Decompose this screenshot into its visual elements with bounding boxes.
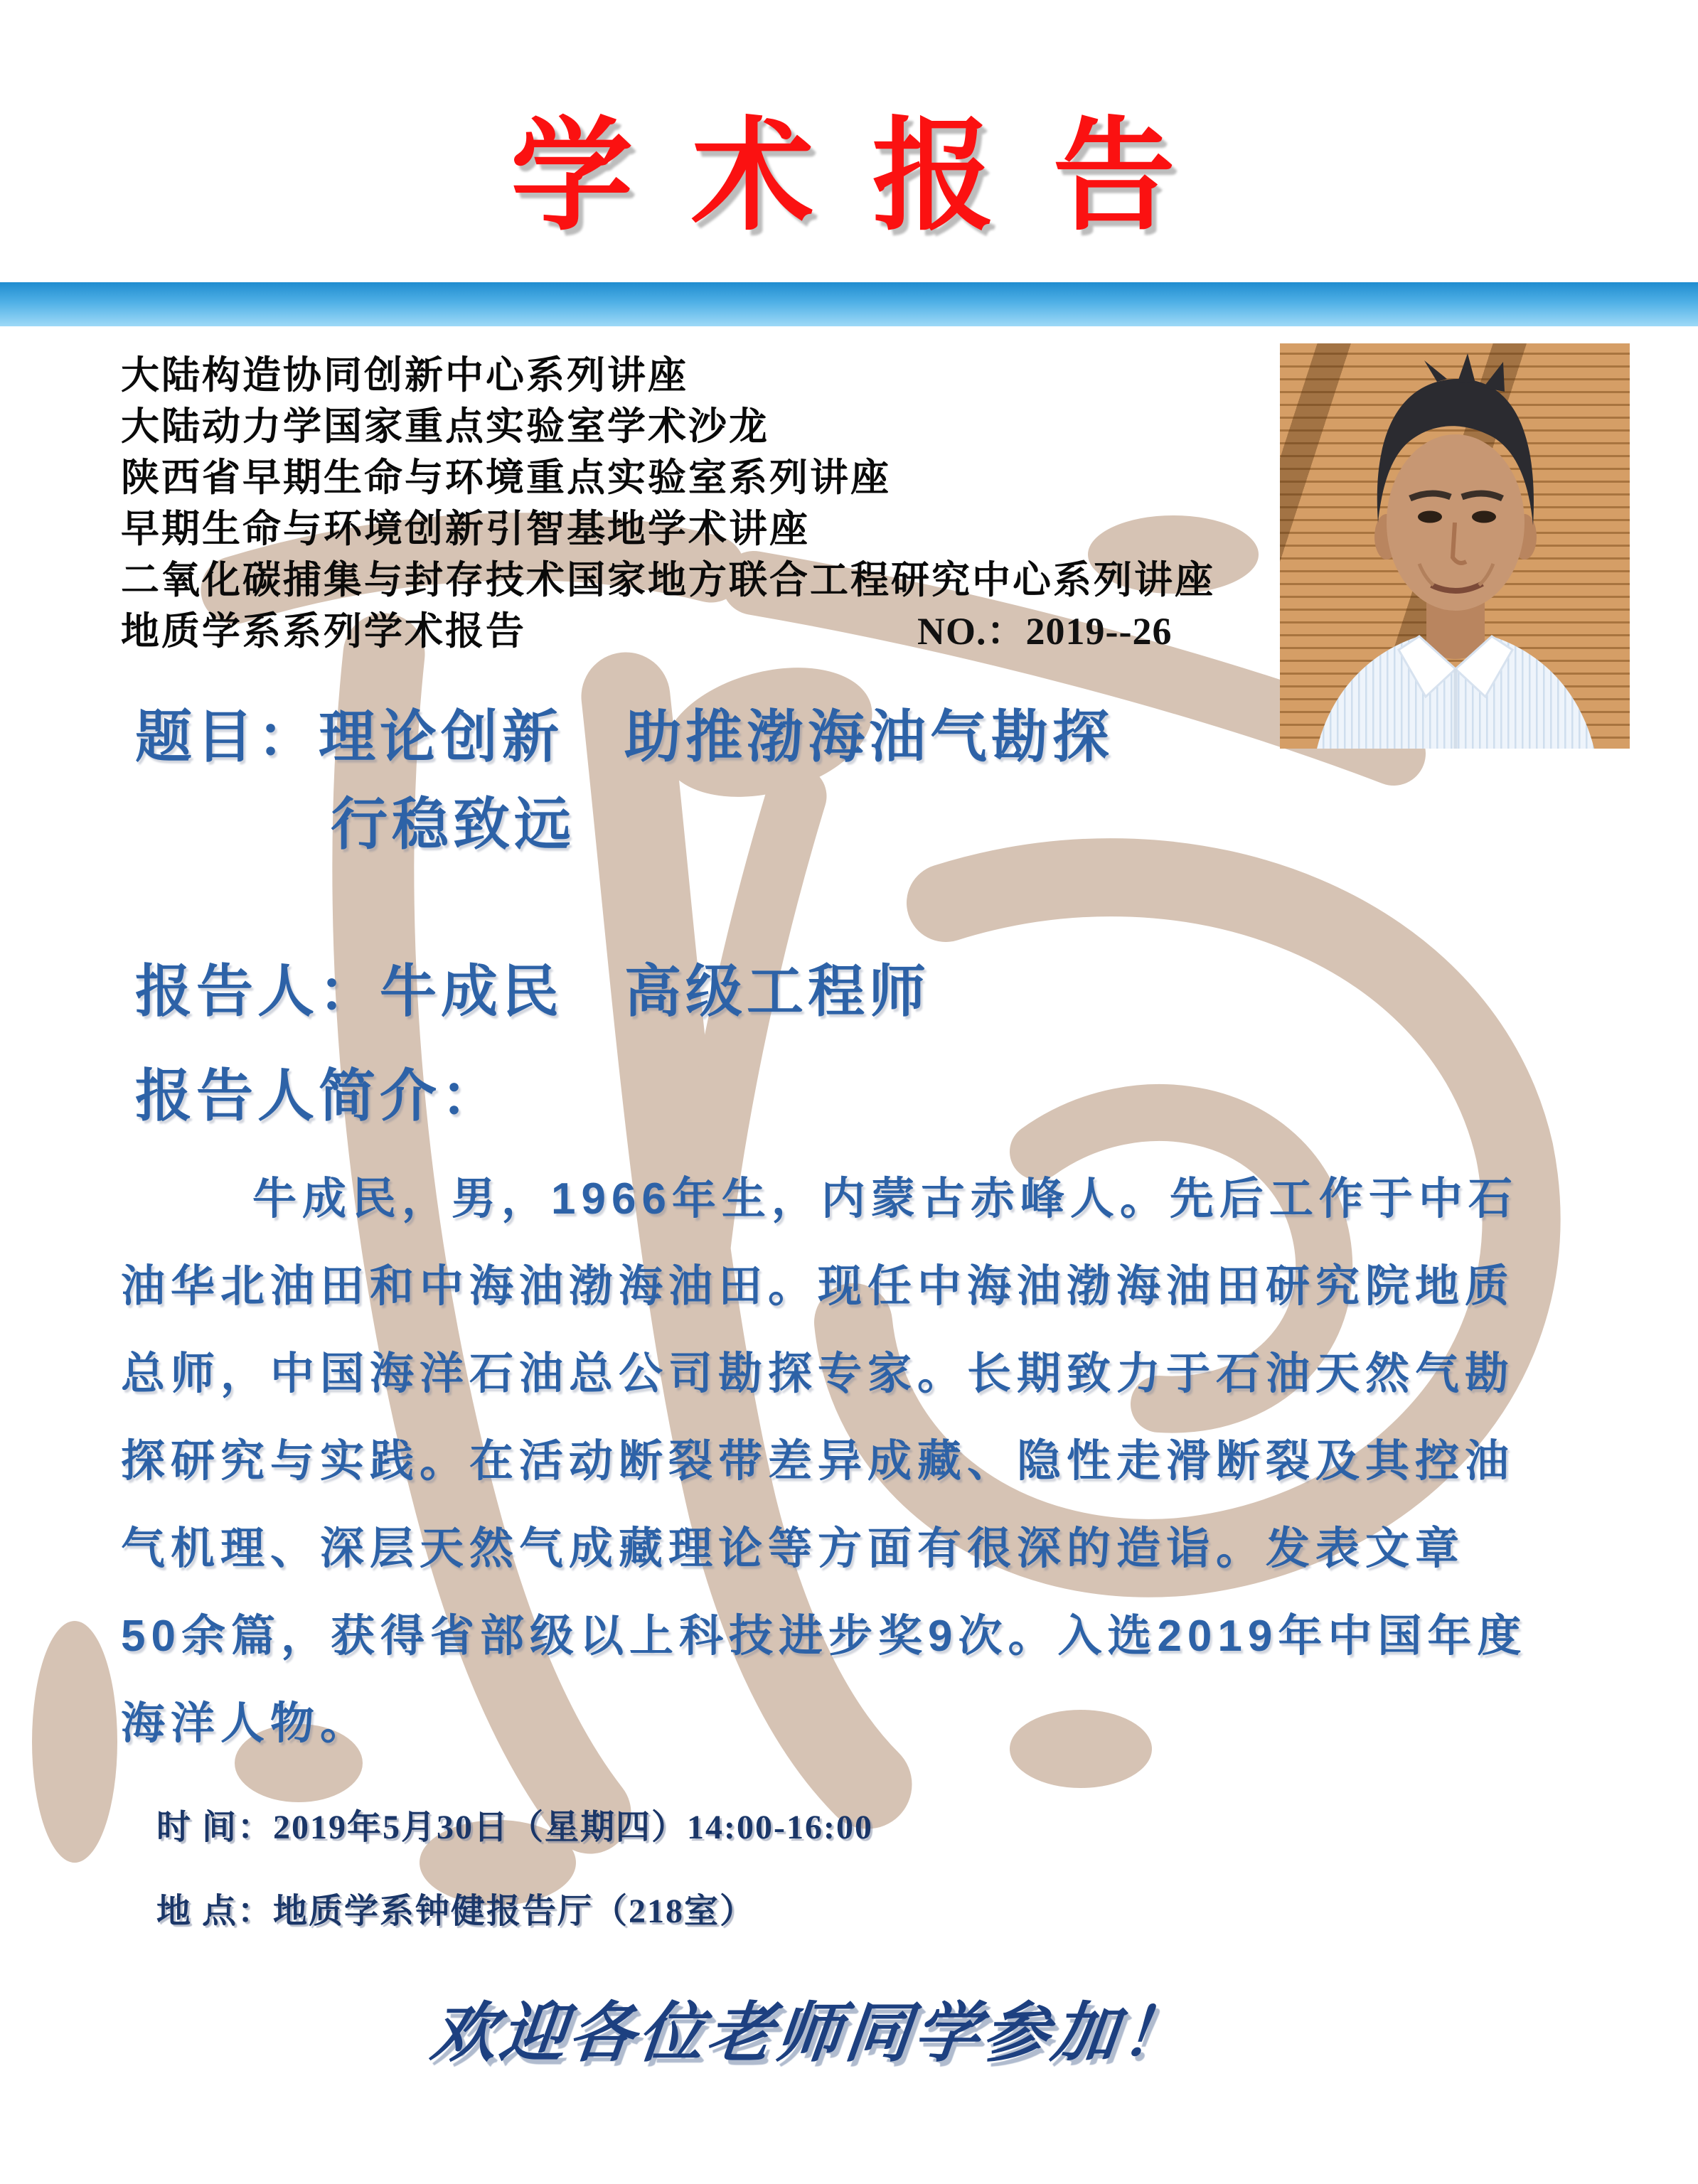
bio-line: 海洋人物。 bbox=[121, 1699, 370, 1748]
series-line: 陕西省早期生命与环境重点实验室系列讲座 bbox=[121, 456, 891, 499]
lecture-series-block bbox=[121, 350, 1301, 657]
bio-line: 探研究与实践。在活动断裂带差异成藏、隐性走滑断裂及其控油 bbox=[121, 1437, 1515, 1486]
schedule-venue-line: 地 点：地质学系钟健报告厅（218室） bbox=[156, 1893, 756, 1930]
bio-line: 总师，中国海洋石油总公司勘探专家。长期致力于石油天然气勘 bbox=[121, 1349, 1515, 1398]
topic-line-1: 题目：理论创新 助推渤海油气勘探 bbox=[135, 705, 1114, 769]
series-line-geology: 地质学系系列学术报告 bbox=[121, 610, 526, 653]
series-line-row bbox=[121, 606, 1301, 657]
series-line: 大陆构造协同创新中心系列讲座 bbox=[121, 354, 688, 397]
welcome-line: 欢迎各位老师同学参加！ bbox=[427, 1997, 1194, 2070]
report-no-label: NO.：2019--26 bbox=[917, 610, 1173, 653]
bio-paragraph bbox=[121, 1155, 1621, 1767]
header-divider-bar bbox=[0, 282, 1698, 326]
page-title: 学 术 报 告 bbox=[511, 108, 1187, 245]
speaker-portrait-illustration bbox=[1280, 343, 1630, 749]
speaker-line: 报告人：牛成民 高级工程师 bbox=[135, 960, 930, 1023]
bio-line: 气机理、深层天然气成藏理论等方面有很深的造诣。发表文章 bbox=[121, 1524, 1465, 1573]
speaker-photo bbox=[1280, 343, 1630, 749]
series-line: 二氧化碳捕集与封存技术国家地方联合工程研究中心系列讲座 bbox=[121, 559, 1215, 601]
bio-line: 油华北油田和中海油渤海油田。现任中海油渤海油田研究院地质 bbox=[121, 1262, 1515, 1311]
series-line: 早期生命与环境创新引智基地学术讲座 bbox=[121, 508, 810, 550]
bio-heading: 报告人简介： bbox=[135, 1064, 502, 1128]
portrait-face bbox=[1387, 434, 1525, 611]
bio-line: 牛成民，男，1966年生，内蒙古赤峰人。先后工作于中石 bbox=[252, 1174, 1518, 1224]
schedule-time-line: 时 间：2019年5月30日（星期四）14:00-16:00 bbox=[156, 1809, 873, 1846]
bio-line: 50余篇，获得省部级以上科技进步奖9次。入选2019年中国年度 bbox=[121, 1612, 1527, 1661]
topic-line-2: 行稳致远 bbox=[331, 793, 575, 856]
series-line: 大陆动力学国家重点实验室学术沙龙 bbox=[121, 405, 769, 448]
